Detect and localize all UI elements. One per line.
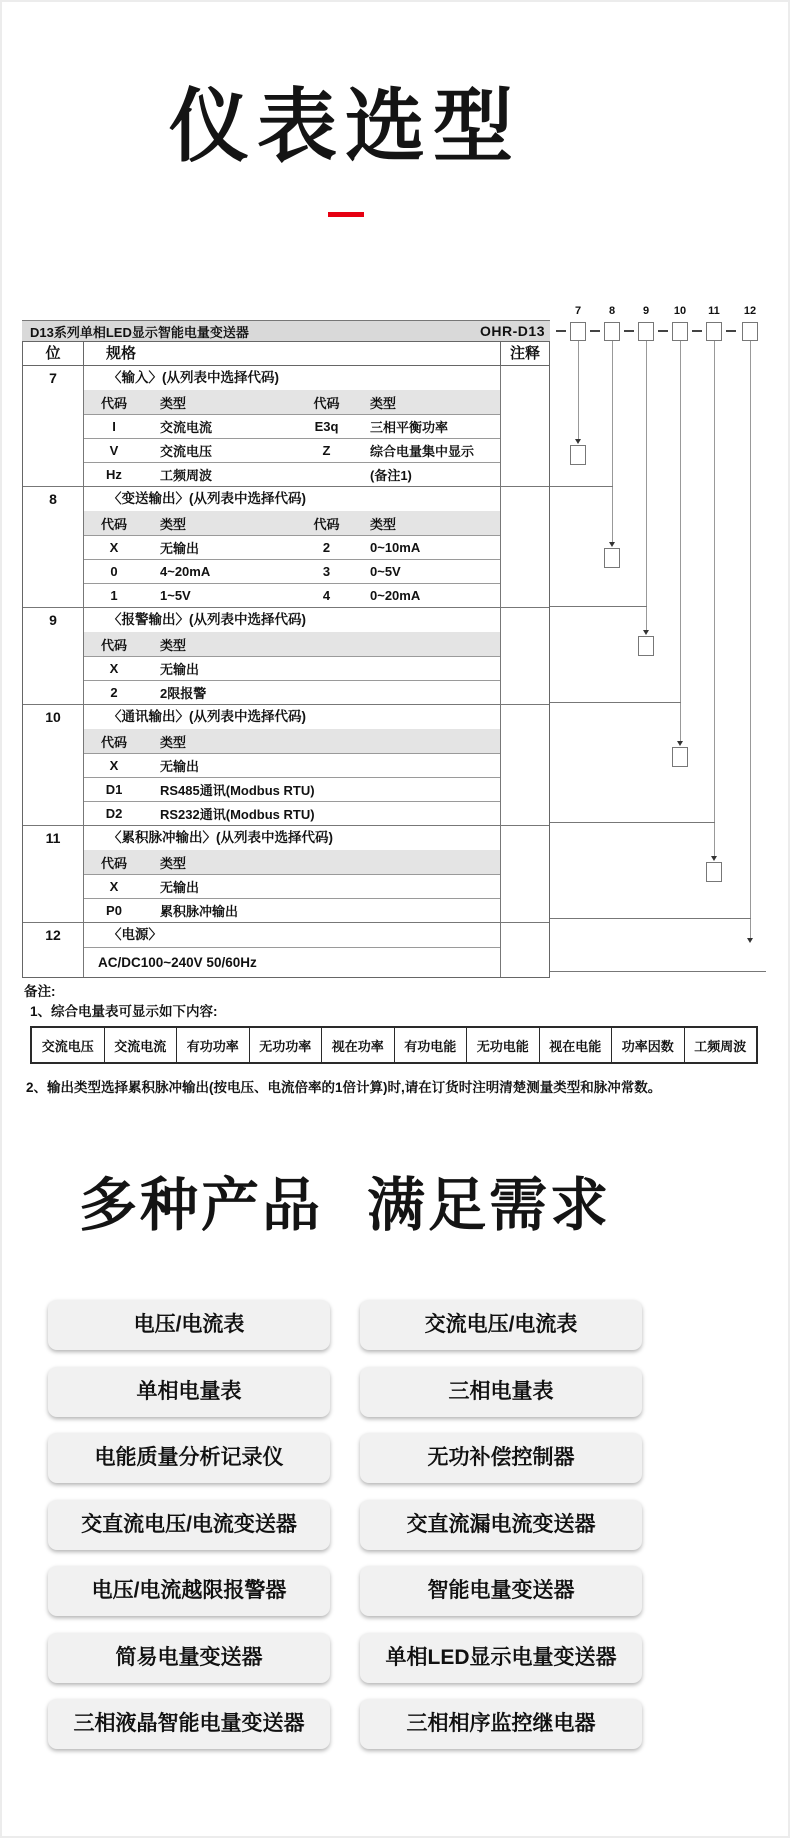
page-title: 仪表选型	[169, 82, 521, 171]
code-cell: Hz	[106, 467, 122, 482]
digit-label-8: 8	[608, 305, 616, 317]
code-row	[84, 656, 500, 680]
col-header-note: 注释	[509, 345, 540, 362]
note-1: 1、综合电量表可显示如下内容:	[30, 1004, 218, 1019]
table-body	[22, 366, 550, 978]
arrow-down-icon	[677, 741, 683, 746]
note-cell	[501, 608, 549, 704]
code-table-header	[84, 850, 500, 874]
leader-line	[550, 702, 681, 703]
section-input	[23, 366, 549, 486]
section-spec	[84, 826, 501, 922]
product-button-phase-sequence-relay[interactable]: 三相相序监控继电器	[360, 1699, 642, 1749]
code-row	[84, 414, 500, 438]
col-header-spec: 规格	[84, 342, 501, 365]
section-comm-output	[23, 704, 549, 825]
code-box-9	[638, 322, 654, 341]
arrow-down-icon	[747, 938, 753, 943]
type-header: 类型	[160, 395, 187, 411]
product-button-limit-alarm[interactable]: 电压/电流越限报警器	[48, 1566, 330, 1616]
position-number: 12	[23, 923, 84, 977]
section-power-supply	[23, 922, 549, 977]
digit-label-9: 9	[642, 305, 650, 317]
code-box-7	[570, 322, 586, 341]
product-button-simple-power-transmitter[interactable]: 简易电量变送器	[48, 1633, 330, 1683]
section-spec	[84, 705, 501, 825]
model-prefix: OHR-D13	[480, 323, 545, 339]
code-cell: I	[112, 419, 116, 434]
section-spec	[84, 487, 501, 607]
pointer-line-8	[612, 341, 613, 542]
code-table-header	[84, 390, 500, 414]
code-dash	[624, 330, 634, 332]
type-header: 类型	[370, 516, 397, 532]
type-cell: 综合电量集中显示	[370, 444, 475, 459]
display-item: 功率因数	[611, 1028, 684, 1062]
code-cell: 2	[322, 540, 331, 555]
section-transmit-output	[23, 486, 549, 607]
code-cell: D1	[105, 782, 123, 797]
product-button-single-phase-power-meter[interactable]: 单相电量表	[48, 1367, 330, 1417]
leader-line	[550, 971, 766, 972]
product-button-three-phase-power-meter[interactable]: 三相电量表	[360, 1367, 642, 1417]
arrow-down-icon	[575, 439, 581, 444]
code-row	[84, 462, 500, 486]
position-number: 11	[23, 826, 84, 922]
code-table-header	[84, 511, 500, 535]
type-cell: (备注1)	[370, 468, 412, 483]
section-title: 〈累积脉冲输出〉(从列表中选择代码)	[108, 830, 333, 845]
type-cell: 无输出	[160, 541, 200, 556]
code-row	[84, 874, 500, 898]
digit-positions-row	[22, 305, 550, 320]
code-box-11	[706, 322, 722, 341]
code-dash	[692, 330, 702, 332]
code-cell: D2	[105, 806, 123, 821]
arrow-down-icon	[609, 542, 615, 547]
code-dash	[556, 330, 566, 332]
note-cell	[501, 705, 549, 825]
digit-label-10: 10	[673, 305, 687, 317]
code-cell: 0	[110, 564, 118, 579]
leader-line	[550, 606, 647, 607]
code-cell: X	[109, 758, 119, 773]
pointer-line-9	[646, 341, 647, 630]
target-box-9	[638, 636, 654, 656]
section-title: 〈电源〉	[108, 927, 162, 942]
type-header: 类型	[160, 637, 187, 653]
product-button-three-phase-lcd-transmitter[interactable]: 三相液晶智能电量变送器	[48, 1699, 330, 1749]
notes-label: 备注:	[24, 984, 56, 999]
code-header: 代码	[100, 855, 127, 871]
code-cell: X	[109, 540, 119, 555]
target-box-8	[604, 548, 620, 568]
type-header: 类型	[160, 516, 187, 532]
display-item: 无功电能	[466, 1028, 539, 1062]
product-button-acdc-leakage-transmitter[interactable]: 交直流漏电流变送器	[360, 1500, 642, 1550]
code-table-header	[84, 729, 500, 753]
code-cell: V	[109, 443, 119, 458]
display-item: 无功功率	[249, 1028, 322, 1062]
digit-label-12: 12	[743, 305, 757, 317]
code-row	[84, 753, 500, 777]
table-header-row	[22, 342, 550, 366]
type-cell: 0~5V	[370, 564, 401, 579]
page-title-block	[0, 62, 690, 177]
digit-label-11: 11	[708, 305, 720, 317]
section-pulse-output	[23, 825, 549, 922]
product-button-ac-voltage-current-meter[interactable]: 交流电压/电流表	[360, 1300, 642, 1350]
type-cell: RS485通讯(Modbus RTU)	[160, 783, 315, 798]
code-cell: Z	[322, 443, 331, 458]
section-spec	[84, 366, 501, 486]
type-cell: 交流电流	[160, 420, 213, 435]
code-row	[84, 680, 500, 704]
pointer-line-12	[750, 341, 751, 938]
note-cell	[501, 366, 549, 486]
section-title: 〈变送输出〉(从列表中选择代码)	[108, 491, 306, 506]
code-header: 代码	[100, 516, 127, 532]
power-spec: AC/DC100~240V 50/60Hz	[84, 947, 500, 977]
code-cell: 2	[110, 685, 118, 700]
code-cell: 3	[322, 564, 331, 579]
code-table-header	[84, 632, 500, 656]
section-title: 〈通讯输出〉(从列表中选择代码)	[108, 709, 306, 724]
type-cell: RS232通讯(Modbus RTU)	[160, 807, 315, 822]
type-header: 类型	[370, 395, 397, 411]
arrow-down-icon	[711, 856, 717, 861]
red-accent-bar	[328, 212, 364, 217]
code-row	[84, 583, 500, 607]
code-cell: 4	[322, 588, 331, 603]
code-row	[84, 559, 500, 583]
section-spec	[84, 608, 501, 704]
target-box-7	[570, 445, 586, 465]
pointer-line-11	[714, 341, 715, 856]
display-items-table	[30, 1026, 758, 1064]
section-title: 〈输入〉(从列表中选择代码)	[108, 370, 279, 385]
type-cell: 0~10mA	[370, 540, 421, 555]
code-header: 代码	[100, 637, 127, 653]
product-button-reactive-compensation-controller[interactable]: 无功补偿控制器	[360, 1433, 642, 1483]
code-row	[84, 801, 500, 825]
product-button-single-phase-led-transmitter[interactable]: 单相LED显示电量变送器	[360, 1633, 642, 1683]
code-box-10	[672, 322, 688, 341]
leader-line	[550, 822, 715, 823]
code-header: 代码	[100, 734, 127, 750]
products-title-left: 多种产品	[78, 1173, 323, 1238]
digit-label-7: 7	[574, 305, 582, 317]
code-header: 代码	[313, 395, 340, 411]
type-cell: 4~20mA	[160, 564, 211, 579]
type-cell: 无输出	[160, 759, 200, 774]
product-button-smart-power-transmitter[interactable]: 智能电量变送器	[360, 1566, 642, 1616]
section-alarm-output	[23, 607, 549, 704]
code-row	[84, 535, 500, 559]
note-cell	[501, 487, 549, 607]
table-title-bar	[22, 320, 550, 342]
product-button-acdc-voltage-current-transmitter[interactable]: 交直流电压/电流变送器	[48, 1500, 330, 1550]
code-dash	[658, 330, 668, 332]
position-number: 7	[23, 366, 84, 486]
display-item: 视在电能	[539, 1028, 612, 1062]
position-number: 9	[23, 608, 84, 704]
type-cell: 工频周波	[160, 468, 213, 483]
ordering-table	[22, 305, 550, 978]
code-dash	[726, 330, 736, 332]
code-header: 代码	[100, 395, 127, 411]
code-row	[84, 777, 500, 801]
section-spec	[84, 923, 501, 977]
code-cell: X	[109, 661, 119, 676]
type-header: 类型	[160, 855, 187, 871]
leader-line	[550, 918, 751, 919]
display-item: 交流电压	[41, 1038, 94, 1054]
target-box-11	[706, 862, 722, 882]
product-button-voltage-current-meter[interactable]: 电压/电流表	[48, 1300, 330, 1350]
type-cell: 累积脉冲输出	[160, 904, 239, 919]
code-cell: P0	[106, 903, 122, 918]
arrow-down-icon	[643, 630, 649, 635]
note-2: 2、输出类型选择累积脉冲输出(按电压、电流倍率的1倍计算)时,请在订货时注明清楚测量类型和脉冲常数。	[26, 1080, 662, 1095]
product-button-power-quality-recorder[interactable]: 电能质量分析记录仪	[48, 1433, 330, 1483]
type-cell: 无输出	[160, 662, 200, 677]
leader-line	[550, 486, 613, 487]
section-title: 〈报警输出〉(从列表中选择代码)	[108, 612, 306, 627]
products-title-right: 满足需求	[367, 1173, 612, 1238]
display-item: 交流电流	[104, 1028, 177, 1062]
type-header: 类型	[160, 734, 187, 750]
target-box-10	[672, 747, 688, 767]
type-cell: 无输出	[160, 880, 200, 895]
series-title: D13系列单相LED显示智能电量变送器	[30, 324, 249, 340]
code-row	[84, 898, 500, 922]
display-item: 有功电能	[394, 1028, 467, 1062]
pointer-line-10	[680, 341, 681, 741]
code-cell: E3q	[314, 419, 339, 434]
position-number: 8	[23, 487, 84, 607]
products-title	[0, 1158, 690, 1242]
code-dash	[590, 330, 600, 332]
type-cell: 2限报警	[160, 686, 207, 701]
display-item: 有功功率	[176, 1028, 249, 1062]
code-row	[84, 438, 500, 462]
display-item: 视在功率	[321, 1028, 394, 1062]
code-header: 代码	[313, 516, 340, 532]
pointer-line-7	[578, 341, 579, 439]
display-item: 工频周波	[684, 1028, 757, 1062]
type-cell: 三相平衡功率	[370, 420, 449, 435]
code-box-12	[742, 322, 758, 341]
code-box-8	[604, 322, 620, 341]
type-cell: 1~5V	[160, 588, 191, 603]
type-cell: 交流电压	[160, 444, 213, 459]
col-header-position: 位	[23, 342, 84, 365]
code-cell: X	[109, 879, 119, 894]
note-cell	[501, 923, 549, 977]
note-cell	[501, 826, 549, 922]
type-cell: 0~20mA	[370, 588, 421, 603]
code-cell: 1	[110, 588, 118, 603]
position-number: 10	[23, 705, 84, 825]
